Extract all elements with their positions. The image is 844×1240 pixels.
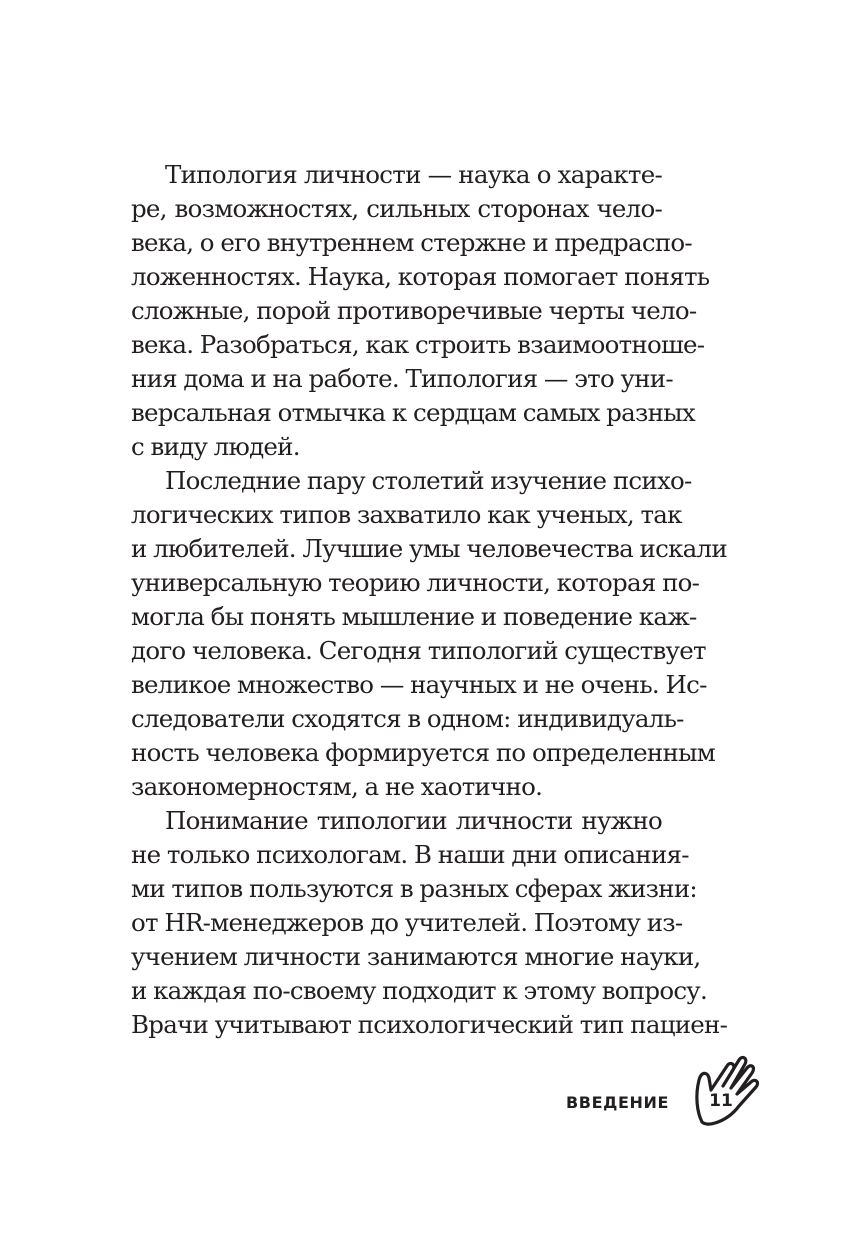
text-line: закономерностям, а не хаотично. — [131, 772, 543, 801]
running-footer-section: ВВЕДЕНИЕ — [566, 1093, 670, 1112]
text-line: сложные, порой противоречивые черты чело- — [131, 296, 697, 325]
page-number: 11 — [709, 1091, 733, 1111]
paragraph-3 — [131, 804, 728, 1042]
text-line: следователи сходятся в одном: индивидуаль- — [131, 704, 684, 733]
hand-icon — [693, 1052, 763, 1128]
text-line: Врачи учитывают психологический тип пациен- — [131, 1010, 728, 1039]
text-line: великое множество — научных и не очень. Ис- — [131, 670, 707, 699]
text-line: дого человека. Сегодня типологий существует — [131, 636, 706, 665]
text-line: не только психологам. В наши дни описания- — [131, 840, 689, 869]
text-line: ния дома и на работе. Типология — это уни- — [131, 364, 673, 393]
text-line: ность человека формируется по определенным — [131, 738, 716, 767]
paragraph-2 — [131, 464, 727, 804]
text-line: от HR-менеджеров до учителей. Поэтому из- — [131, 908, 683, 937]
text-line: ложенностях. Наука, которая помогает понять — [131, 262, 710, 291]
text-line: века. Разобраться, как строить взаимоотноше- — [131, 330, 705, 359]
body-text — [131, 158, 728, 1042]
text-line: и каждая по-своему подходит к этому вопросу. — [131, 976, 707, 1005]
text-line: Понимание типологии личности нужно — [165, 806, 662, 835]
text-line: универсальную теорию личности, которая по- — [131, 568, 700, 597]
text-line: версальная отмычка к сердцам самых разных — [131, 398, 695, 427]
text-line: ми типов пользуются в разных сферах жизни: — [131, 874, 697, 903]
paragraph-1 — [131, 158, 710, 464]
text-line: могла бы понять мышление и поведение каж- — [131, 602, 697, 631]
page-number-badge — [693, 1052, 763, 1128]
text-line: ре, возможностях, сильных сторонах чело- — [131, 194, 662, 223]
text-line: века, о его внутреннем стержне и предраспо- — [131, 228, 692, 257]
text-line: и любителей. Лучшие умы человечества искали — [131, 534, 727, 563]
text-line: логических типов захватило как ученых, так — [131, 500, 682, 529]
text-line: Типология личности — наука о характе- — [165, 160, 662, 189]
text-line: Последние пару столетий изучение психо- — [165, 466, 692, 495]
text-line: с виду людей. — [131, 432, 300, 461]
text-line: учением личности занимаются многие науки, — [131, 942, 701, 971]
